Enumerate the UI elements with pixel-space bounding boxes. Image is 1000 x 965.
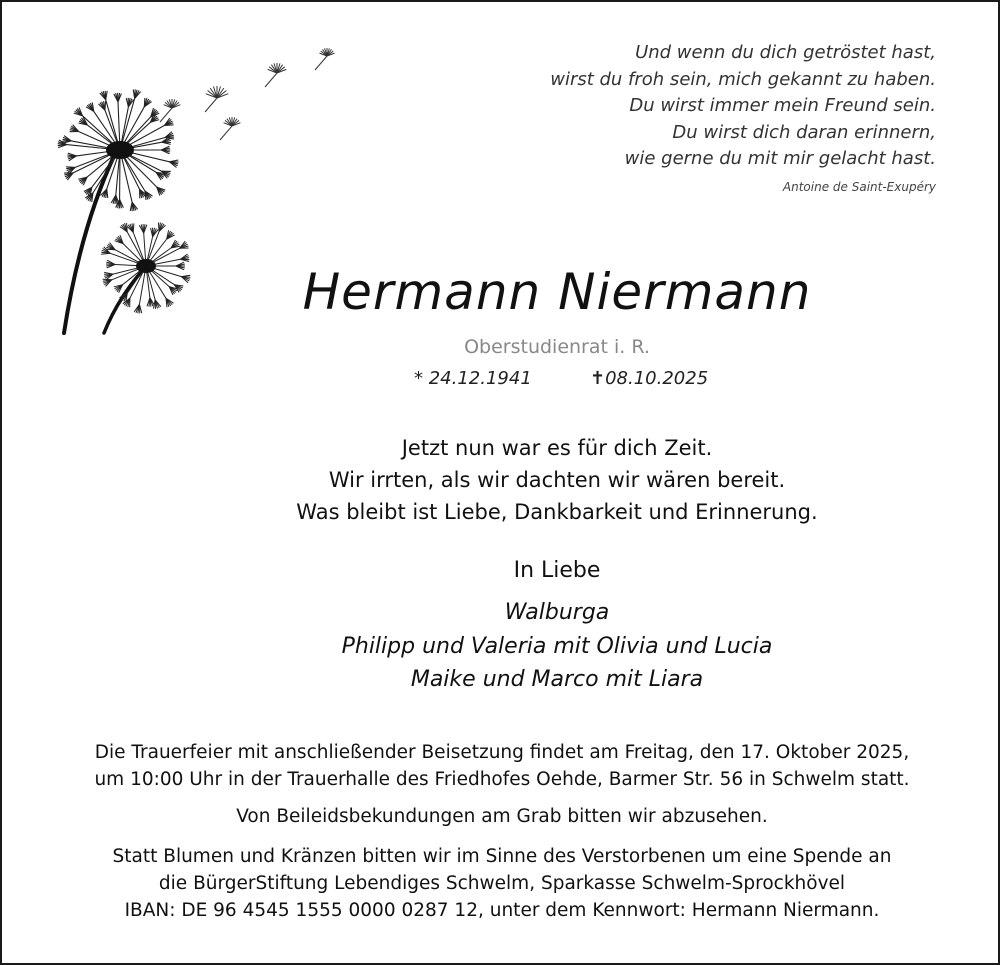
verse-line: Was bleibt ist Liebe, Dankbarkeit und Erinnerung. (296, 500, 818, 524)
poem-line: Du wirst immer mein Freund sein. (629, 95, 936, 116)
poem-line: wie gerne du mit mir gelacht hast. (624, 148, 936, 169)
deceased-title: Oberstudienrat i. R. (464, 336, 650, 358)
birth-date: * 24.12.1941 (414, 368, 532, 389)
ceremony-info (32, 739, 972, 793)
poem-line: Und wenn du dich getröstet hast, (635, 42, 936, 63)
donation-line: die BürgerStiftung Lebendiges Schwelm, Sparkasse Schwelm-Sprockhövel (158, 873, 846, 894)
poem (416, 40, 936, 197)
memorial-verse (152, 432, 962, 528)
donation-info (32, 843, 972, 924)
family-member: Philipp und Valeria mit Olivia und Lucia (341, 633, 773, 659)
deceased-name: Hermann Niermann (302, 263, 812, 321)
in-love-heading: In Liebe (513, 558, 601, 583)
verse-line: Wir irrten, als wir dachten wir wären bereit. (328, 468, 786, 492)
death-date: ✝08.10.2025 (590, 368, 709, 389)
donation-line: IBAN: DE 96 4545 1555 0000 0287 12, unter dem Kennwort: Hermann Niermann. (124, 900, 880, 921)
life-dates (2, 368, 1000, 398)
verse-line: Jetzt nun war es für dich Zeit. (401, 436, 713, 460)
poem-author: Antoine de Saint-Exupéry (782, 179, 936, 194)
ceremony-line: Die Trauerfeier mit anschließender Beisetzung findet am Freitag, den 17. Oktober 2025, (94, 742, 910, 763)
poem-line: wirst du froh sein, mich gekannt zu haben. (550, 68, 936, 90)
family-member: Maike und Marco mit Liara (410, 667, 704, 692)
family-list (202, 596, 912, 697)
donation-line: Statt Blumen und Kränzen bitten wir im Sinne des Verstorbenen um eine Spende an (112, 846, 892, 867)
family-member: Walburga (504, 600, 610, 625)
ceremony-line: um 10:00 Uhr in der Trauerhalle des Friedhofes Oehde, Barmer Str. 56 in Schwelm statt. (94, 769, 910, 790)
condolence-note (32, 803, 972, 830)
poem-line: Du wirst dich daran erinnern, (672, 121, 936, 143)
condolence-line: Von Beileidsbekundungen am Grab bitten wir abzusehen. (236, 806, 768, 827)
